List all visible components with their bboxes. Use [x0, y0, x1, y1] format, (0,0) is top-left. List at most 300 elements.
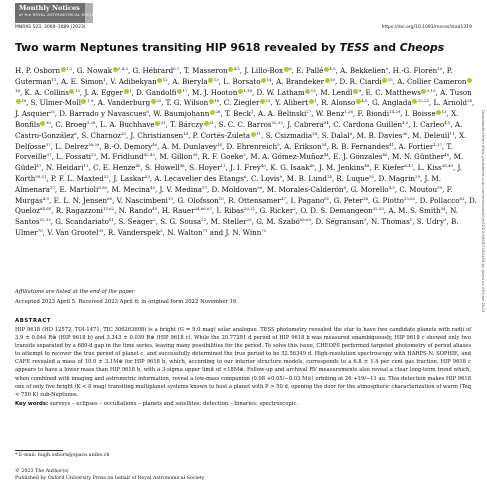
author-item[interactable]: [357, 131, 408, 140]
author-name: R. Ragazzoni: [55, 206, 103, 216]
author-item[interactable]: [98, 98, 161, 107]
author-item[interactable]: [290, 196, 329, 205]
author-name: C. Ziegler: [223, 98, 260, 108]
author-item[interactable]: [296, 66, 335, 75]
author-name: S. Hoyer: [189, 163, 221, 173]
author-affiliation-marker: 4,5: [42, 195, 50, 201]
author-name: H. P. Osborn: [15, 66, 61, 75]
author-item[interactable]: [340, 77, 393, 86]
author-affiliation-marker: 2: [243, 152, 246, 158]
author-name: H. Rauer: [161, 206, 195, 216]
author-item[interactable]: [162, 206, 212, 215]
author-name: M. Mecina: [111, 184, 150, 194]
author-affiliation-marker: 36: [402, 130, 408, 136]
author-item[interactable]: [108, 228, 163, 237]
author-affiliation-marker: 6,47: [404, 163, 414, 169]
author-item[interactable]: [184, 66, 240, 75]
orcid-icon[interactable]: [208, 78, 213, 83]
orcid-icon[interactable]: [325, 78, 330, 83]
author-name: K. G. Isaak: [270, 163, 310, 173]
author-affiliation-marker: 1,2: [66, 66, 73, 71]
author-item[interactable]: [159, 185, 207, 194]
author-affiliation-marker: 22,23: [417, 98, 429, 104]
footnote-divider: [15, 450, 63, 451]
author-affiliation-marker: 40: [260, 163, 266, 169]
author-item[interactable]: [166, 98, 220, 107]
author-name: L. Kiss: [417, 163, 442, 173]
title-prefix: Two warm Neptunes transiting HIP 9618 revealed by: [15, 41, 340, 54]
author-item[interactable]: [93, 163, 141, 172]
author-affiliation-marker: 26: [215, 109, 221, 115]
author-affiliation-marker: 4,5: [388, 184, 395, 190]
orcid-icon[interactable]: [412, 99, 417, 104]
orcid-icon[interactable]: [61, 67, 66, 72]
keywords-text: surveys – eclipses – occultations – planets and satellites: detection – binaries: spectroscopic.: [49, 401, 299, 407]
author-affiliation-marker: 38: [192, 152, 198, 158]
author-item[interactable]: [251, 174, 282, 183]
author-affiliation-marker: 30: [45, 119, 51, 125]
author-name: A. Bekkelien: [340, 66, 386, 75]
orcid-icon[interactable]: [177, 89, 182, 94]
author-affiliation-marker: 2: [160, 227, 163, 233]
author-list: H. P. Osborn $^{1,2}$, G. Nowak $^{3,4,5}$, G. Hébrard$^{6,7}$, T. Masseron $^{4,5}$, J. Lillo-Box $^8$, E. Pallé $^{4,5}$, A. Bekkelien$^9$, H.-G. Florén$^{10}$, P. Guterman$^{11}$, A. E. Simon$^1$, V. Adibekyan $^{12}$, A. Bieryla $^{13}$, L. Borsato $^{14}$, A. Brandeker $^{10}$, D. R. Ciardi $^{15}$, A. Collier Cameron$^{16}$, K. A. Collins $^{13}$, J. A. Egger $^1$, D. Gandolfi $^{17}$, M. J. Hooton $^{1,18}$, D. W. Latham $^{13}$, M. Lendl $^9$, E. C. Matthews $^{9,19}$, A. Tuson$^{18}$, S. Ulmer-Moll $^{1,9}$, A. Vanderburg $^{20}$, T. G. Wilson $^{16}$, C. Ziegler $^{21}$, Y. Alibert $^1$, R. Alonso $^{4,5}$, G. Anglada $^{22,23}$, L. Arnold$^{24}$, J. Asquier$^{25}$, D. Barrado y Navascues$^8$, W. Baumjohann $^{26}$, T. Beck$^1$, A. A. Belinski$^{27}$, W. Benz$^{1,28}$, F. Biondi$^{14,29}$, I. Boisse $^{11}$, X. Bonfils $^{30}$, C. Broeg$^{1,28}$, L. A. Buchhave $^{31}$, T. Bárczy $^{31}$, S. C. C. Barros$^{32,33}$, J. Cabrera$^{34}$, C. Cardona Guillen$^{4,5}$, I. Carleo$^{4,5}$, A. Castro-González$^8$, S. Charnoz$^{35}$, J. Christiansen$^{14}$, P. Cortés-Zuleta $^{11}$, S. Csizmadia$^{34}$, S. Dalal$^6$, M. B. Davies$^{36}$, M. Deleuil$^{11}$, X. Delfosse$^{37}$, L. Delrez$^{38,39}$, B.-O. Demory$^{40}$, A. M. Dunlavey$^{14}$, D. Ehrenreich$^9$, A. Erikson$^{34}$, R. B. Fernandes$^{41}$, A. Fortier$^{1,27}$, T. Forveille$^{37}$, L. Fossati$^{25}$, M. Fridlund$^{42,43}$, M. Gillon$^{38}$, R. F. Goeke$^2$, M. A. Gómez-Muñoz$^{44}$, E. J. Gonzales$^{45}$, M. N. Günther$^{46}$, M. Güdel$^{47}$, N. Heidari$^{11}$, C. E. Henze$^{48}$, S. Howell$^{48}$, S. Hoyer$^{11}$, J. I. Frey$^{40}$, K. G. Isaak$^{49}$, J. M. Jenkins$^{48}$, F. Kiefer$^{6,47}$, L. Kiss$^{38,49}$, J. Korth$^{50,51}$, P. F. L. Maxted$^{52}$, J. Laskar$^{53}$, A. Lecavelier des Etangs$^6$, C. Lovis$^9$, M. B. Lund$^{14}$, R. Luque$^{55}$, D. Magrin$^{29}$, J. M. Almenara$^{37}$, E. Martioli$^{6,56}$, M. Mecina$^{45}$, J. V. Medina$^{57}$, D. Moldovan$^{58}$, M. Morales-Calderón$^8$, G. Morello$^{4,5}$, C. Moutou$^{59}$, F. Murgas$^{4,5}$, E. L. N. Jensen$^{60}$, V. Nascimbeni$^{13}$, G. Olofsson$^{10}$, R. Ottensamer$^{47}$, I. Pagano$^{61}$, G. Peter$^{34}$, G. Piotto$^{13,62}$, D. Pollacco$^{63}$, D. Queloz$^{64,65}$, R. Ragazzoni$^{13,62}$, N. Rando$^{45}$, H. Rauer$^{34,66,67}$, I. Ribas$^{20,21}$, G. Ricker$^2$, O. D. S. Demangeon$^{32,33}$, A. M. S. Smith$^{34}$, N. Santos$^{32,33}$, G. Scandariato$^{61}$, S. Seager$^2$, S. G. Sousa$^{32}$, M. Steller$^{25}$, G. M. Szabó$^{68,69}$, D. Ségransan$^9$, N. Thomas$^1$, S. Udry$^9$, B. Ulmer$^{70}$, V. Van Grootel$^{39}$, R. Vanderspek$^2$, N. Walton$^{71}$ and J. N. Winn$^{72}$: [15, 66, 477, 237]
author-affiliation-marker: 13,62: [403, 195, 416, 201]
author-affiliation-marker: 15: [387, 76, 393, 82]
author-item[interactable]: [47, 228, 103, 237]
author-name: J. Lillo-Box: [244, 66, 284, 75]
journal-logo[interactable]: [15, 3, 100, 23]
author-name: M. A. Gómez-Muñoz: [250, 152, 324, 162]
author-name: D. Queloz: [15, 195, 477, 216]
author-name: S. Charnoz: [81, 130, 121, 140]
author-affiliation-marker: 31: [160, 119, 166, 125]
author-name: V. Van Grootel: [47, 227, 99, 237]
author-affiliation-marker: 10: [437, 66, 443, 71]
author-affiliation-marker: 8: [74, 130, 77, 136]
author-item[interactable]: [59, 185, 106, 194]
author-item[interactable]: [84, 88, 131, 97]
received-accepted-dates: Accepted 2023 April 5. Received 2023 April 6; in original form 2022 November 16: [15, 299, 237, 305]
author-item[interactable]: [316, 109, 353, 118]
author-name: G. Olofsson: [177, 195, 219, 205]
author-name: C. Broeg: [55, 119, 87, 129]
author-item[interactable]: [256, 217, 311, 226]
author-name: R. Alonso: [321, 98, 356, 108]
author-item[interactable]: [287, 120, 328, 129]
orcid-icon[interactable]: [305, 89, 310, 94]
author-item[interactable]: [225, 228, 266, 237]
author-affiliation-marker: 1,27: [433, 141, 442, 147]
author-item[interactable]: [111, 185, 154, 194]
author-name: E. L. N. Jensen: [53, 195, 108, 205]
author-name: Y. Alibert: [274, 98, 309, 108]
author-item[interactable]: [162, 142, 222, 151]
author-item[interactable]: [412, 131, 454, 140]
author-name: N. Thomas: [371, 217, 410, 227]
author-name: I. Boisse: [404, 109, 436, 119]
author-name: E. Pallé: [296, 66, 324, 75]
author-affiliation-marker: 50,51: [35, 173, 47, 179]
author-item[interactable]: [117, 196, 173, 205]
author-item[interactable]: [101, 152, 155, 161]
author-item[interactable]: [320, 88, 361, 97]
author-name: X. Bonfils: [15, 109, 459, 129]
author-affiliation-marker: 11: [51, 76, 57, 82]
author-name: D. Barrado y Navascues: [59, 109, 147, 119]
author-name: D. R. Ciardi: [339, 76, 382, 86]
author-item[interactable]: [55, 120, 95, 129]
author-item[interactable]: [54, 196, 113, 205]
author-item[interactable]: [420, 196, 465, 205]
author-item[interactable]: [130, 131, 188, 140]
author-item[interactable]: [351, 185, 395, 194]
author-affiliation-marker: 2: [153, 217, 156, 223]
author-affiliation-marker: 4,5: [361, 98, 368, 104]
author-affiliation-marker: 37: [46, 152, 52, 158]
author-item[interactable]: [398, 142, 441, 151]
author-item[interactable]: [267, 185, 346, 194]
author-item[interactable]: [216, 206, 255, 215]
author-name: A. M. Dunlavey: [161, 141, 218, 151]
author-name: G. Peter: [333, 195, 363, 205]
author-affiliation-marker: 64,65: [40, 206, 52, 212]
author-item[interactable]: [46, 163, 89, 172]
author-affiliation-marker: 34,66,67: [194, 206, 212, 212]
author-name: J. Cabrera: [287, 119, 324, 129]
author-item[interactable]: [276, 77, 335, 86]
abstract-heading: ABSTRACT: [15, 318, 52, 324]
author-affiliation-marker: 17: [182, 87, 188, 93]
author-item[interactable]: [372, 98, 429, 107]
author-name: T. Forveille: [15, 141, 453, 162]
author-affiliation-marker: 11: [220, 163, 226, 169]
author-name: A. Tuson: [440, 87, 472, 97]
orcid-icon[interactable]: [204, 121, 209, 126]
author-item[interactable]: [189, 163, 225, 172]
author-item[interactable]: [321, 98, 367, 107]
author-name: D. Magrin: [378, 173, 416, 183]
author-name: S. Ulmer-Moll: [30, 98, 81, 108]
orcid-icon[interactable]: [157, 78, 162, 83]
author-item[interactable]: [172, 77, 218, 86]
author-name: A. Castro-González: [15, 119, 463, 140]
author-item[interactable]: [333, 120, 408, 129]
orcid-icon[interactable]: [421, 89, 426, 94]
title-joiner: and: [369, 41, 400, 54]
orcid-icon[interactable]: [209, 99, 214, 104]
author-item[interactable]: [31, 98, 94, 107]
author-item[interactable]: [413, 120, 451, 129]
author-item[interactable]: [331, 142, 394, 151]
author-item[interactable]: [219, 120, 283, 129]
author-affiliation-marker: 32: [201, 217, 207, 223]
author-item[interactable]: [366, 88, 436, 97]
author-item[interactable]: [319, 163, 369, 172]
author-item[interactable]: [336, 174, 374, 183]
author-item[interactable]: [167, 228, 207, 237]
author-name: L. Fossati: [56, 152, 92, 162]
orcid-icon[interactable]: [151, 99, 156, 104]
author-item[interactable]: [228, 196, 286, 205]
author-item[interactable]: [100, 120, 166, 129]
author-name: J. Laskar: [113, 173, 145, 183]
author-affiliation-marker: 2: [293, 206, 296, 212]
author-item[interactable]: [133, 66, 180, 75]
author-affiliation-marker: 13: [310, 87, 316, 93]
author-affiliation-marker: 45: [152, 206, 158, 212]
orcid-icon[interactable]: [16, 99, 21, 104]
author-affiliation-marker: 61: [324, 195, 330, 201]
author-item[interactable]: [230, 163, 266, 172]
abstract-text: HIP 9618 (HD 12572, TOI-1471, TIC 306263608) is a bright (G = 9.0 mag) solar analogue. TESS photometry revealed the star to have two candidate planets with radii of 3.9 ± 0.044 R⊕ (HIP 9618 b) and 3.343 ± 0.039 R⊕ (HIP 9618 c). While the 20.77291 d period of HIP 9618 b was measured unambiguously, HIP 9618 c showed only two transits separated by a 680-d gap in the time series, leaving many possibilities for the period. To solve this issue, CHEOPS performed targeted photometry of period aliases to attempt to recover the true period of planet c, and successfully determined the true period to be 52.56349 d. High-resolution spectroscopy with HARPS-N, SOPHIE, and CAFE revealed a mass of 10.0 ± 3.1M⊕ for HIP 9618 b, which, according to our interior structure models, corresponds to a 6.8 ± 1.4 per cent gas fraction. HIP 9618 c appears to have a lower mass than HIP 9618 b, with a 3-sigma upper limit of <18M⊕. Follow-up and archival RV measurements also reveal a clear long-term trend which, when combined with imaging and astrometric information, reveal a low-mass companion (0.08 +0.05/−0.03 M⊙) orbiting at 26 +19/−11 au. This detection makes HIP 9618 one of only five bright (K < 8 mag) transiting multiplanet systems known to host a planet with P > 50 d, opening the door for the atmospheric characterization of warm (Teq < 750 K) sub-Neptunes.: [15, 327, 471, 398]
author-item[interactable]: [316, 217, 367, 226]
author-item[interactable]: [258, 109, 311, 118]
author-affiliation-marker: 72: [261, 227, 267, 233]
author-item[interactable]: [405, 109, 447, 118]
author-affiliation-marker: 1: [409, 217, 413, 223]
author-affiliation-marker: 21: [265, 98, 271, 104]
author-affiliation-marker: 71: [202, 227, 208, 233]
title-mission-cheops: Cheops: [399, 41, 445, 54]
orcid-icon[interactable]: [251, 132, 256, 137]
author-affiliation-marker: 1: [129, 87, 132, 93]
journal-logo-title: Monthly Notices: [19, 4, 80, 12]
author-item[interactable]: [51, 174, 109, 183]
author-affiliation-marker: 25: [246, 217, 252, 223]
author-affiliation-marker: 59: [437, 184, 443, 190]
author-name: G. Scandariato: [55, 217, 109, 227]
author-affiliation-marker: 61: [108, 217, 114, 223]
author-name: E. C. Matthews: [365, 87, 421, 97]
author-item[interactable]: [225, 109, 254, 118]
author-item[interactable]: [372, 196, 415, 205]
author-item[interactable]: [59, 109, 148, 118]
author-item[interactable]: [300, 206, 384, 215]
author-name: C. Moutou: [399, 184, 438, 194]
author-item[interactable]: [284, 142, 326, 151]
author-name: D. W. Latham: [256, 87, 305, 97]
author-item[interactable]: [145, 163, 185, 172]
orcid-icon[interactable]: [228, 67, 233, 72]
author-name: D. Ehrenreich: [226, 141, 278, 151]
author-name: S. Seager: [118, 217, 154, 227]
author-item[interactable]: [266, 131, 317, 140]
author-name: J. Christiansen: [130, 130, 184, 140]
author-item[interactable]: [388, 206, 445, 215]
author-name: A. Collier Cameron: [397, 76, 467, 86]
author-name: G. M. Szabó: [256, 217, 300, 227]
author-item[interactable]: [177, 196, 223, 205]
author-item[interactable]: [113, 174, 149, 183]
author-affiliation-marker: 55: [369, 173, 375, 179]
author-item[interactable]: [61, 77, 106, 86]
author-name: S. G. Sousa: [160, 217, 202, 227]
author-name: J. M. Jenkins: [319, 163, 365, 173]
citation-line: [15, 24, 472, 32]
author-item[interactable]: [244, 66, 291, 75]
author-item[interactable]: [322, 131, 352, 140]
orcid-icon[interactable]: [284, 66, 292, 72]
author-affiliation-marker: 20,21: [243, 206, 256, 212]
author-affiliation-marker: 14: [266, 76, 272, 82]
author-item[interactable]: [340, 66, 388, 75]
author-item[interactable]: [56, 152, 96, 161]
author-item[interactable]: [202, 152, 246, 161]
author-item[interactable]: [15, 66, 72, 75]
author-affiliation-marker: 11: [256, 130, 262, 136]
author-item[interactable]: [159, 152, 197, 161]
author-affiliation-marker: 40: [152, 141, 158, 147]
author-name: A. A. Belinski: [257, 109, 307, 119]
author-item[interactable]: [15, 109, 55, 118]
author-item[interactable]: [399, 185, 442, 194]
author-affiliation-marker: 1,28: [86, 119, 96, 125]
keywords-label: Key words:: [15, 401, 49, 407]
author-affiliation-marker: 41: [388, 141, 394, 147]
author-name: G. Morello: [350, 184, 389, 194]
author-affiliation-marker: 4,5: [402, 119, 409, 125]
author-name: S. C. C. Barros: [218, 119, 272, 129]
author-affiliation-marker: 1: [314, 98, 317, 104]
author-item[interactable]: [136, 88, 187, 97]
author-affiliation-marker: 25: [49, 109, 55, 115]
author-name: W. Baumjohann: [153, 109, 210, 119]
author-item[interactable]: [357, 109, 400, 118]
author-item[interactable]: [119, 206, 158, 215]
author-item[interactable]: [154, 174, 246, 183]
author-item[interactable]: [260, 206, 296, 215]
author-item[interactable]: [193, 131, 261, 140]
author-item[interactable]: [81, 131, 126, 140]
author-affiliation-marker: 37: [45, 141, 51, 147]
author-item[interactable]: [392, 152, 449, 161]
author-name: M. B. Davies: [356, 130, 403, 140]
doi-link[interactable]: https://doi.org/10.1093/mnras/stad1319: [381, 25, 472, 30]
author-name: A. Bieryla: [172, 76, 208, 86]
orcid-icon[interactable]: [382, 78, 387, 83]
author-affiliation-marker: 4,5: [233, 66, 240, 71]
author-affiliation-marker: 14: [326, 173, 332, 179]
author-name: J. V. Medina: [159, 184, 203, 194]
author-name: S. Csizmadia: [265, 130, 313, 140]
author-affiliation-marker: 48: [364, 163, 370, 169]
author-item[interactable]: [192, 88, 252, 97]
author-item[interactable]: [418, 163, 453, 172]
author-affiliation-marker: 1,18: [243, 87, 252, 93]
author-item[interactable]: [371, 217, 412, 226]
author-item[interactable]: [287, 174, 332, 183]
author-name: J. Korth: [15, 163, 463, 183]
author-affiliation-marker: 13: [213, 76, 219, 82]
author-name: C. E. Henze: [92, 163, 136, 173]
affiliations-note: Affiliations are listed at the end of the paper: [15, 289, 135, 295]
author-item[interactable]: [56, 206, 114, 215]
author-item[interactable]: [250, 152, 328, 161]
author-affiliation-marker: 29: [415, 173, 420, 179]
author-name: I. Pagano: [290, 195, 325, 205]
author-item[interactable]: [118, 217, 155, 226]
author-affiliation-marker: 47: [36, 163, 42, 169]
author-name: V. Adibekyan: [110, 76, 157, 86]
author-item[interactable]: [227, 142, 280, 151]
author-affiliation-marker: 4,5: [329, 66, 336, 71]
author-affiliation-marker: 34: [440, 206, 446, 212]
author-name: M. Morales-Calderón: [266, 184, 344, 194]
author-affiliation-marker: 47: [280, 195, 286, 201]
author-name: D. Ségransan: [315, 217, 365, 227]
author-item[interactable]: [211, 217, 252, 226]
author-item[interactable]: [223, 77, 271, 86]
author-name: B. Ulmer: [15, 217, 459, 237]
author-name: X. Delfosse: [15, 130, 467, 151]
author-item[interactable]: [393, 66, 443, 75]
author-name: S. Howell: [145, 163, 180, 173]
author-item[interactable]: [77, 66, 128, 75]
author-item[interactable]: [55, 217, 114, 226]
author-item[interactable]: [55, 142, 99, 151]
author-name: L. Delrez: [55, 141, 89, 151]
orcid-icon[interactable]: [81, 99, 86, 104]
author-item[interactable]: [224, 98, 271, 107]
author-name: G. Ricker: [259, 206, 294, 216]
author-item[interactable]: [257, 88, 316, 97]
orcid-icon[interactable]: [113, 67, 118, 72]
author-item[interactable]: [212, 185, 263, 194]
author-name: M. B. Lund: [286, 173, 327, 183]
orcid-icon[interactable]: [40, 121, 45, 126]
author-name: P. Guterman: [15, 66, 453, 86]
author-item[interactable]: [275, 98, 317, 107]
author-item[interactable]: [417, 217, 447, 226]
author-name: M. Fridlund: [100, 152, 144, 162]
orcid-icon[interactable]: [309, 98, 317, 104]
author-item[interactable]: [153, 109, 220, 118]
author-item[interactable]: [170, 120, 214, 129]
orcid-icon[interactable]: [436, 110, 441, 115]
author-item[interactable]: [104, 142, 157, 151]
author-affiliation-marker: 1,28: [344, 109, 353, 115]
author-name: M. Güdel: [15, 152, 464, 173]
author-item[interactable]: [374, 163, 413, 172]
author-item[interactable]: [334, 196, 368, 205]
author-name: I. Ribas: [216, 206, 244, 216]
author-item[interactable]: [270, 163, 314, 172]
author-name: H.-G. Florén: [392, 66, 438, 75]
author-name: N. Santos: [15, 206, 459, 227]
author-item[interactable]: [110, 77, 167, 86]
author-item[interactable]: [379, 174, 420, 183]
author-affiliation-marker: 44: [323, 152, 329, 158]
author-affiliation-marker: 57: [202, 184, 207, 190]
orcid-icon[interactable]: [124, 87, 132, 94]
author-name: M. Deleuil: [411, 130, 450, 140]
orcid-icon[interactable]: [155, 121, 160, 126]
orcid-icon[interactable]: [261, 78, 266, 83]
author-name: K. A. Collins: [24, 87, 69, 97]
orcid-icon[interactable]: [69, 89, 74, 94]
author-item[interactable]: [160, 217, 206, 226]
author-name: P. Cortés-Zuleta: [192, 130, 251, 140]
corresponding-email[interactable]: * E-mail: hugh.osborn@space.unibe.ch: [15, 453, 110, 458]
author-item[interactable]: [333, 152, 387, 161]
author-affiliation-marker: 18: [21, 98, 26, 104]
author-name: S. Udry: [416, 217, 444, 227]
author-item[interactable]: [433, 98, 472, 107]
author-item[interactable]: [25, 88, 80, 97]
author-name: N. Rando: [118, 206, 153, 216]
orcid-icon[interactable]: [467, 78, 472, 83]
author-affiliation-marker: 6,7: [173, 66, 180, 71]
